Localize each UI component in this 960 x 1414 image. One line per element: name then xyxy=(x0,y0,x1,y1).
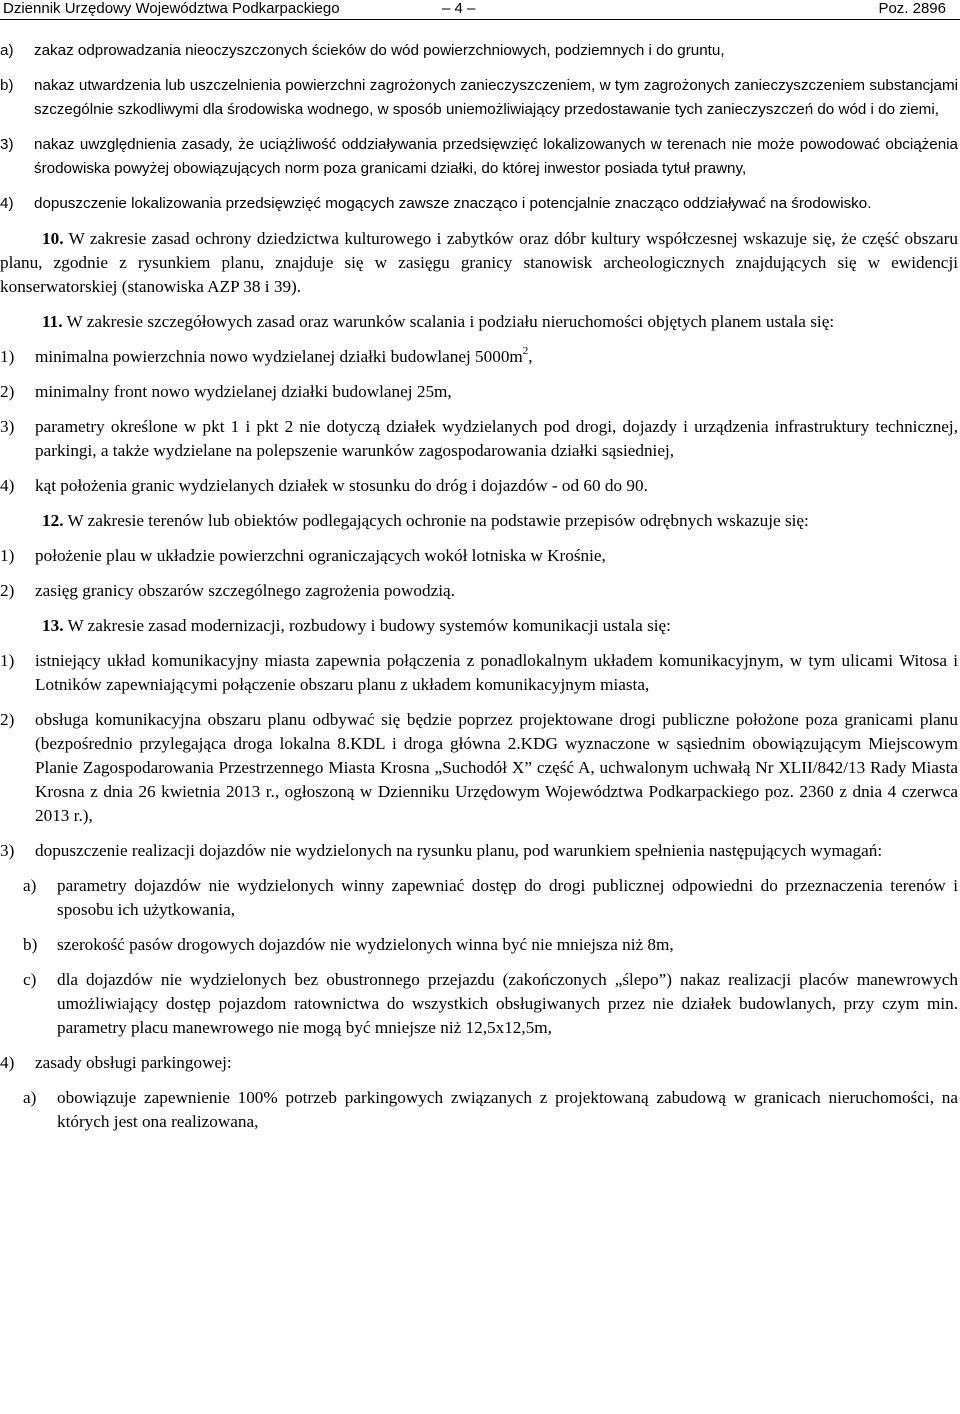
section-text: W zakresie terenów lub obiektów podlegających ochronie na podstawie przepisów odrębnych wskazuje się: xyxy=(63,511,809,530)
item-label: 4) xyxy=(0,476,15,495)
sub-list-item xyxy=(23,968,958,1040)
section-10 xyxy=(0,227,958,299)
list-item xyxy=(0,133,958,181)
item-text: szerokość pasów drogowych dojazdów nie wydzielonych winna być nie mniejsza niż 8m, xyxy=(57,935,674,954)
section-number: 11. xyxy=(42,312,63,331)
sub-list-item xyxy=(23,933,958,957)
item-text: kąt położenia granic wydzielanych działek w stosunku do dróg i dojazdów - od 60 do 90. xyxy=(35,476,648,495)
list-item xyxy=(0,415,958,463)
section-number: 12. xyxy=(42,511,64,530)
item-text: położenie plau w układzie powierzchni ograniczających wokół lotniska w Krośnie, xyxy=(35,546,606,565)
header-divider xyxy=(0,19,960,20)
document-body xyxy=(0,39,958,1134)
item-text: minimalny front nowo wydzielanej działki budowlanej 25m, xyxy=(35,382,452,401)
item-label: c) xyxy=(23,970,37,989)
item-label: 3) xyxy=(0,417,15,436)
section-text: W zakresie zasad modernizacji, rozbudowy i budowy systemów komunikacji ustala się: xyxy=(63,616,671,635)
item-label: 4) xyxy=(0,1053,15,1072)
item-text: parametry dojazdów nie wydzielonych winny zapewniać dostęp do drogi publicznej odpowiedni do przeznaczenia terenów i sposobu ich użytkowania, xyxy=(57,876,958,919)
section-12 xyxy=(0,509,958,533)
item-label: 1) xyxy=(0,651,15,670)
section-number: 13. xyxy=(42,616,64,635)
item-text: parametry określone w pkt 1 i pkt 2 nie dotyczą działek wydzielanych pod drogi, dojazdy i urządzenia infrastruktury technicznej, parkingi, a także wydzielane na polepszenie warunków zagospodarowania działki sąsiedniej, xyxy=(35,417,958,460)
item-text: minimalna powierzchnia nowo wydzielanej działki budowlanej 5000m xyxy=(35,347,523,366)
section-11 xyxy=(0,310,958,334)
list-item xyxy=(0,708,958,828)
item-text: zasięg granicy obszarów szczególnego zagrożenia powodzią. xyxy=(35,581,455,600)
item-label: a) xyxy=(23,876,37,895)
position-number: Poz. 2896 xyxy=(878,0,946,17)
journal-title: Dziennik Urzędowy Województwa Podkarpackiego xyxy=(3,0,340,17)
item-label: a) xyxy=(0,42,14,59)
item-text: obowiązuje zapewnienie 100% potrzeb parkingowych związanych z projektowaną zabudową w granicach nieruchomości, na których jest ona realizowana, xyxy=(57,1088,958,1131)
item-label: 3) xyxy=(0,136,14,153)
item-text: nakaz uwzględnienia zasady, że uciążliwość oddziaływania przedsięwzięć lokalizowanych w terenach nie może powodować obciążenia środowiska powyżej obowiązujących norm poza granicami działki, do której inwestor posiada tytuł prawny, xyxy=(34,136,958,177)
list-item xyxy=(0,380,958,404)
item-text: nakaz utwardzenia lub uszczelnienia powierzchni zagrożonych zanieczyszczeniem, w tym zagrożonych zanieczyszczeniem substancjami szczególnie szkodliwymi dla środowiska wodnego, w sposób uniemożliwiający przedostawanie tych zanieczyszczeń do wód i do ziemi, xyxy=(34,77,958,118)
list-item xyxy=(0,474,958,498)
item-label: 1) xyxy=(0,546,15,565)
item-label: a) xyxy=(23,1088,37,1107)
list-item xyxy=(0,839,958,863)
item-text: dla dojazdów nie wydzielonych bez obustronnego przejazdu (zakończonych „ślepo”) nakaz realizacji placów manewrowych umożliwiający dostęp pojazdom ratownictwa do wszystkich obsługiwanych przez nie działek budowlanych, przy czym min. parametry placu manewrowego nie mogą być mniejsze niż 12,5x12,5m, xyxy=(57,970,958,1037)
sub-list-item xyxy=(23,1086,958,1134)
list-item xyxy=(0,579,958,603)
page-number: – 4 – xyxy=(442,0,476,17)
item-label: 4) xyxy=(0,195,14,212)
item-text: dopuszczenie realizacji dojazdów nie wydzielonych na rysunku planu, pod warunkiem spełnienia następujących wymagań: xyxy=(35,841,883,860)
item-label: 1) xyxy=(0,347,15,366)
item-label: b) xyxy=(23,935,38,954)
section-number: 10. xyxy=(42,229,64,248)
item-label: 3) xyxy=(0,841,15,860)
sub-list-item xyxy=(23,874,958,922)
list-item xyxy=(0,649,958,697)
list-item xyxy=(0,1051,958,1075)
section-text: W zakresie szczegółowych zasad oraz warunków scalania i podziału nieruchomości objętych planem ustala się: xyxy=(62,312,835,331)
list-item xyxy=(0,74,958,122)
section-13 xyxy=(0,614,958,638)
item-text: zasady obsługi parkingowej: xyxy=(35,1053,232,1072)
list-item xyxy=(0,39,958,63)
item-text: istniejący układ komunikacyjny miasta zapewnia połączenia z ponadlokalnym układem komunikacyjnym, w tym ulicami Witosa i Lotników zapewniającymi połączenie obszaru planu z układem komunikacyjnym miasta, xyxy=(35,651,958,694)
list-item xyxy=(0,192,958,216)
item-text: dopuszczenie lokalizowania przedsięwzięć mogących zawsze znacząco i potencjalnie znacząco oddziaływać na środowisko. xyxy=(34,195,872,212)
item-text: obsługa komunikacyjna obszaru planu odbywać się będzie poprzez projektowane drogi publiczne położone poza granicami planu (bezpośrednio przylegająca droga lokalna 8.KDL i droga główna 2.KDG wyznaczone w sąsiednim obowiązującym Miejscowym Planie Zagospodarowania Przestrzennego Miasta Krosna „Suchodół X” część A, uchwalonym uchwałą Nr XLII/842/13 Rady Miasta Krosna z dnia 26 kwietnia 2013 r., ogłoszoną w Dzienniku Urzędowym Województwa Podkarpackiego poz. 2360 z dnia 4 czerwca 2013 r.), xyxy=(35,710,958,825)
item-label: 2) xyxy=(0,382,15,401)
item-label: b) xyxy=(0,77,14,94)
item-text: zakaz odprowadzania nieoczyszczonych ścieków do wód powierzchniowych, podziemnych i do gruntu, xyxy=(34,42,725,59)
item-label: 2) xyxy=(0,710,15,729)
item-text-tail: , xyxy=(528,347,533,366)
list-item xyxy=(0,544,958,568)
section-text: W zakresie zasad ochrony dziedzictwa kulturowego i zabytków oraz dóbr kultury współczesnej wskazuje się, że część obszaru planu, zgodnie z rysunkiem planu, znajduje się w zasięgu granicy stanowisk archeologicznych znajdujących się w ewidencji konserwatorskiej (stanowiska AZP 38 i 39). xyxy=(0,229,958,296)
list-item xyxy=(0,345,958,369)
page-header xyxy=(0,0,960,20)
superscript: 2 xyxy=(522,345,529,358)
item-label: 2) xyxy=(0,581,15,600)
